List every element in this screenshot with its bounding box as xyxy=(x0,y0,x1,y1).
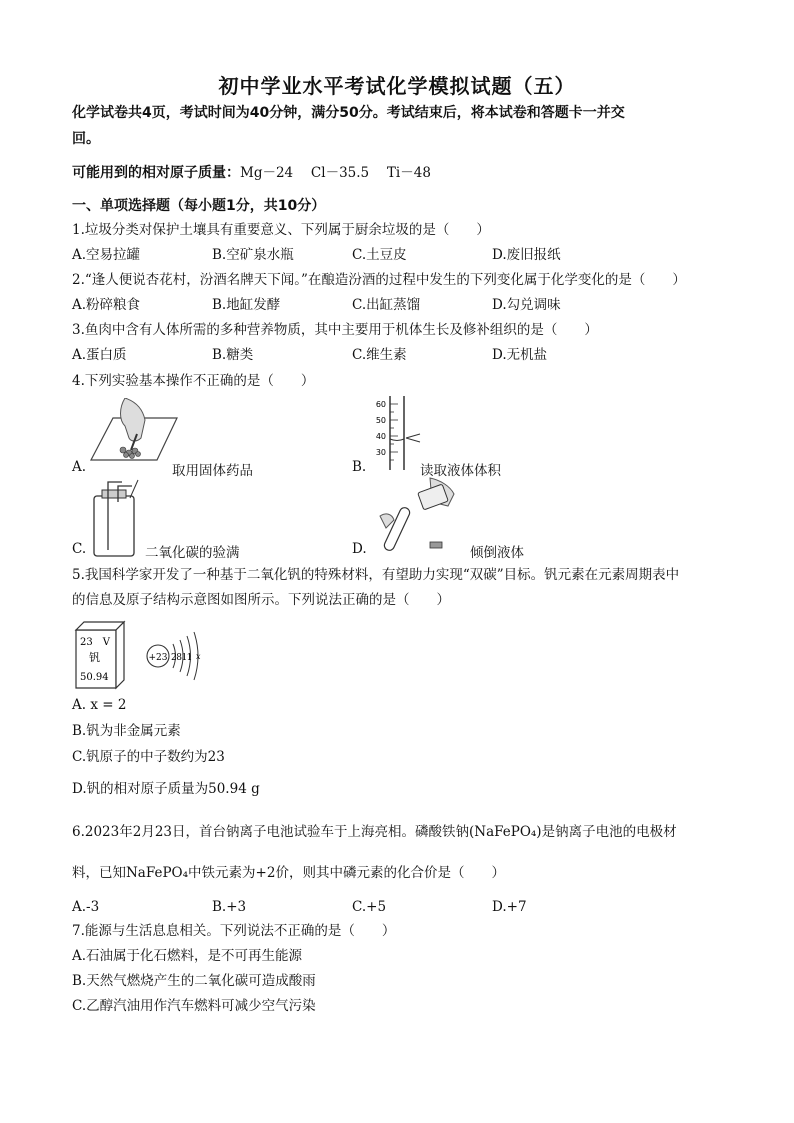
figure-vanadium xyxy=(72,618,212,690)
q4-option-c-letter: C. xyxy=(72,541,87,557)
q4-option-d-letter: D. xyxy=(352,541,367,557)
intro-line-2: 回。 xyxy=(72,131,100,147)
atomic-mass-label: 可能用到的相对原子质量： xyxy=(72,165,240,181)
q7-option-b: B.天然气燃烧产生的二氧化碳可造成酸雨 xyxy=(72,973,316,989)
q3-option-c: C.维生素 xyxy=(352,347,407,363)
q4-option-d-caption: 倾倒液体 xyxy=(470,545,524,561)
q3-stem: 3.鱼肉中含有人体所需的多种营养物质，其中主要用于机体生长及修补组织的是（ ） xyxy=(72,322,598,338)
q3-option-d: D.无机盐 xyxy=(492,347,548,363)
element-card xyxy=(76,622,124,688)
cylinder-tick-30: 30 xyxy=(375,448,386,457)
q6-stem-line-1: 6.2023年2月23日，首台钠离子电池试验车于上海亮相。磷酸铁钠(NaFePO₄)是钠离子电池的电极材 xyxy=(72,824,677,840)
figure-pouring-liquid xyxy=(370,476,465,556)
q5-option-b: B.钒为非金属元素 xyxy=(72,723,181,739)
atomic-mass-values: Mg－24 Cl－35.5 Ti－48 xyxy=(240,165,431,181)
q3-option-b: B.糖类 xyxy=(212,347,254,363)
page-title: 初中学业水平考试化学模拟试题（五） xyxy=(218,74,576,98)
intro-line-1: 化学试卷共4页，考试时间为40分钟，满分50分。考试结束后，将本试卷和答题卡一并交 xyxy=(72,105,625,121)
q2-option-a: A.粉碎粮食 xyxy=(72,297,141,313)
q4-option-a-letter: A. xyxy=(72,459,87,475)
element-mass: 50.94 xyxy=(80,672,109,683)
q6-option-d: D.+7 xyxy=(492,899,527,915)
q1-option-a: A.空易拉罐 xyxy=(72,247,141,263)
figure-solid-reagent xyxy=(85,398,180,468)
q3-option-a: A.蛋白质 xyxy=(72,347,127,363)
cylinder-tick-60: 60 xyxy=(375,400,386,409)
figure-co2-bottle xyxy=(88,478,148,558)
q5-stem-line-2: 的信息及原子结构示意图如图所示。下列说法正确的是（ ） xyxy=(72,592,450,608)
q7-option-c: C.乙醇汽油用作汽车燃料可减少空气污染 xyxy=(72,998,316,1014)
q6-option-a: A.-3 xyxy=(72,899,100,915)
q4-option-c-caption: 二氧化碳的验满 xyxy=(145,545,240,561)
q5-stem-line-1: 5.我国科学家开发了一种基于二氧化钒的特殊材料，有望助力实现“双碳”目标。钒元素在元素周期表中 xyxy=(72,567,680,583)
q1-option-b: B.空矿泉水瓶 xyxy=(212,247,294,263)
cylinder-tick-40: 40 xyxy=(375,432,386,441)
q4-option-b-letter: B. xyxy=(352,459,367,475)
atom-structure-diagram xyxy=(147,632,201,680)
q5-option-a: A. x = 2 xyxy=(72,697,127,713)
q7-stem: 7.能源与生活息息相关。下列说法不正确的是（ ） xyxy=(72,923,396,939)
q2-option-d: D.勾兑调味 xyxy=(492,297,561,313)
q1-option-c: C.土豆皮 xyxy=(352,247,407,263)
q2-option-c: C.出缸蒸馏 xyxy=(352,297,421,313)
q1-option-d: D.废旧报纸 xyxy=(492,247,561,263)
element-name: 钒 xyxy=(89,651,100,664)
element-symbol: V xyxy=(102,637,110,648)
q4-option-a-caption: 取用固体药品 xyxy=(172,463,253,479)
cylinder-tick-50: 50 xyxy=(375,416,386,425)
q5-option-c: C.钒原子的中子数约为23 xyxy=(72,749,225,765)
atomic-mass-line xyxy=(72,164,431,182)
element-number: 23 xyxy=(80,637,93,648)
atom-nucleus: +23 xyxy=(148,653,168,663)
q7-option-a: A.石油属于化石燃料，是不可再生能源 xyxy=(72,948,303,964)
q6-option-b: B.+3 xyxy=(212,899,247,915)
q2-stem: 2.“逢人便说杏花村，汾酒名牌天下闻。”在酿造汾酒的过程中发生的下列变化属于化学变化的是（ ） xyxy=(72,272,686,288)
q1-stem: 1.垃圾分类对保护土壤具有重要意义、下列属于厨余垃圾的是（ ） xyxy=(72,222,490,238)
q6-stem-line-2: 料，已知NaFePO₄中铁元素为+2价，则其中磷元素的化合价是（ ） xyxy=(72,865,505,881)
q4-stem: 4.下列实验基本操作不正确的是（ ） xyxy=(72,373,315,389)
atom-outer-x: x xyxy=(196,652,201,661)
q4-option-b-caption: 读取液体体积 xyxy=(420,463,501,479)
atom-shells: 2811 xyxy=(171,653,192,663)
q2-option-b: B.地缸发酵 xyxy=(212,297,281,313)
section-1-heading: 一、单项选择题（每小题1分，共10分） xyxy=(72,198,326,214)
figure-graduated-cylinder xyxy=(362,394,422,472)
q5-option-d: D.钒的相对原子质量为50.94 g xyxy=(72,781,260,797)
q6-option-c: C.+5 xyxy=(352,899,387,915)
